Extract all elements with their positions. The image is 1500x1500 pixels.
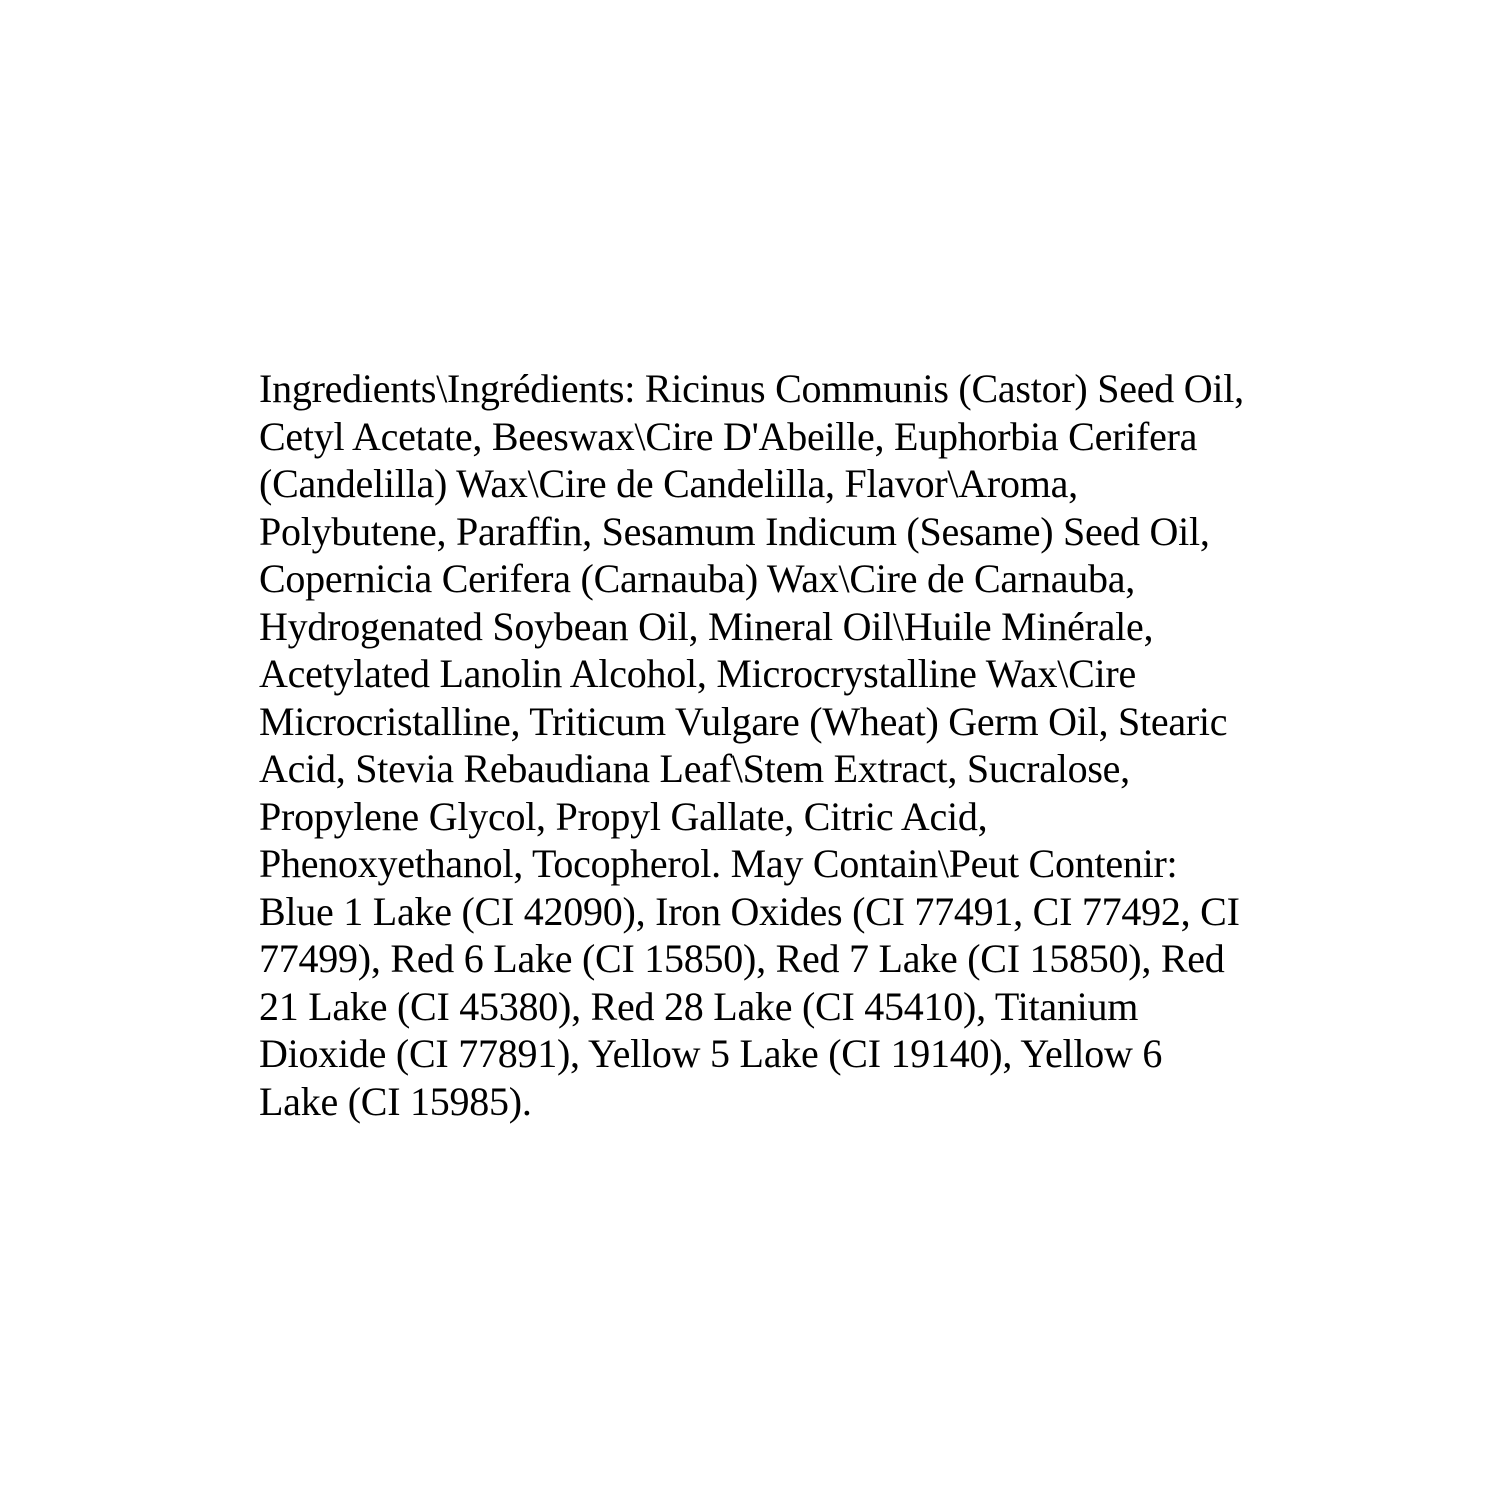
- text-line: Phenoxyethanol, Tocopherol. May Contain\Peut Contenir:: [259, 841, 1178, 886]
- ingredients-text-block: [259, 365, 1359, 1125]
- text-line: Hydrogenated Soybean Oil, Mineral Oil\Huile Minérale,: [259, 603, 1154, 649]
- text-line: Acetylated Lanolin Alcohol, Microcrystalline Wax\Cire: [259, 651, 1136, 696]
- text-line: Blue 1 Lake (CI 42090), Iron Oxides (CI 77491, CI 77492, CI: [259, 888, 1240, 934]
- text-line: Copernicia Cerifera (Carnauba) Wax\Cire de Carnauba,: [259, 556, 1135, 601]
- text-line: (Candelilla) Wax\Cire de Candelilla, Flavor\Aroma,: [259, 461, 1078, 506]
- text-line: Acid, Stevia Rebaudiana Leaf\Stem Extract, Sucralose,: [259, 746, 1130, 791]
- text-line: Dioxide (CI 77891), Yellow 5 Lake (CI 19140), Yellow 6: [259, 1031, 1163, 1076]
- text-line: Polybutene, Paraffin, Sesamum Indicum (Sesame) Seed Oil,: [259, 508, 1210, 554]
- text-line: Ingredients\Ingrédients: Ricinus Communis (Castor) Seed Oil,: [259, 366, 1244, 411]
- text-line: Cetyl Acetate, Beeswax\Cire D'Abeille, Euphorbia Cerifera: [259, 413, 1198, 459]
- text-line: Propylene Glycol, Propyl Gallate, Citric Acid,: [259, 793, 988, 839]
- text-line: Lake (CI 15985).: [259, 1078, 532, 1124]
- text-line: Microcristalline, Triticum Vulgare (Wheat) Germ Oil, Stearic: [259, 698, 1228, 744]
- text-line: 77499), Red 6 Lake (CI 15850), Red 7 Lake (CI 15850), Red: [259, 936, 1225, 981]
- text-line: 21 Lake (CI 45380), Red 28 Lake (CI 45410), Titanium: [259, 983, 1139, 1029]
